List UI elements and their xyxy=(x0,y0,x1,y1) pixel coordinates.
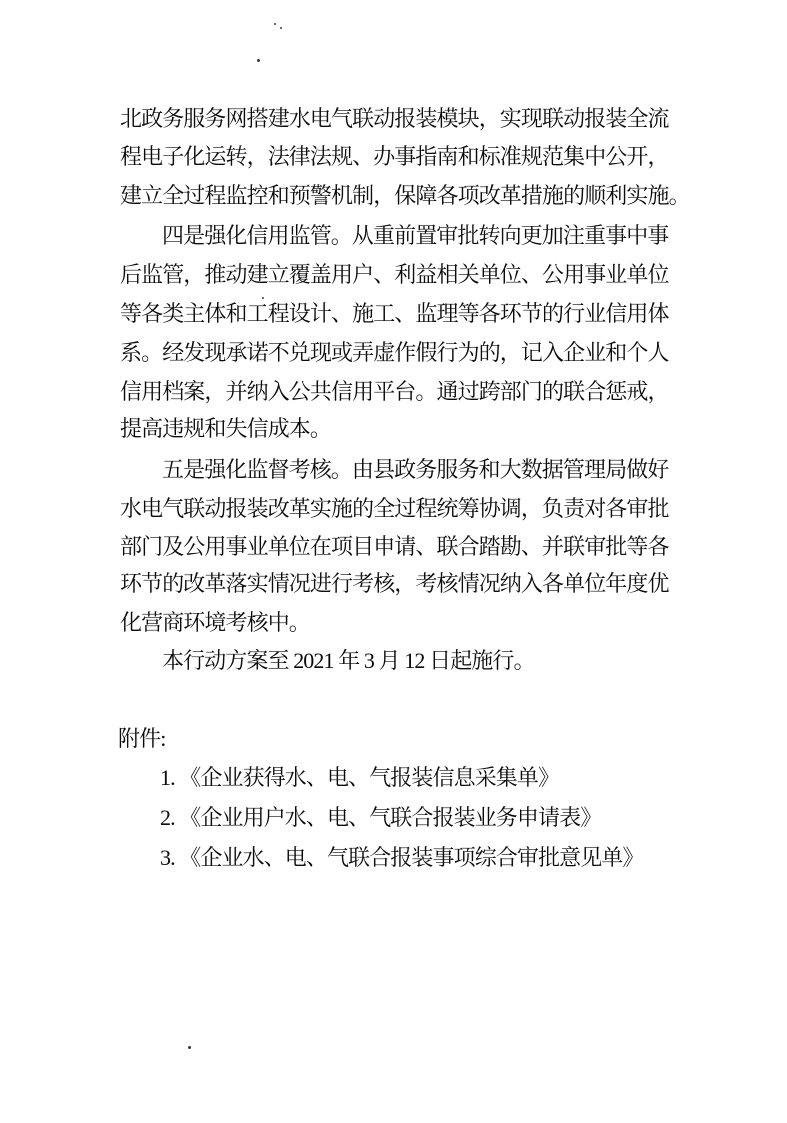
effective-date-line: 本行动方案至 2021 年 3 月 12 日起施行。 xyxy=(162,648,535,673)
body-line-4: 四是强化信用监管。从重前置审批转向更加注重事中事 xyxy=(162,223,669,248)
body-line-10: 五是强化监督考核。由县政务服务和大数据管理局做好 xyxy=(162,457,669,482)
scan-artifact-dot xyxy=(257,59,260,62)
attachment-item-2: 2. 《企业用户水、电、气联合报装业务申请表》 xyxy=(160,805,602,830)
body-line-8: 信用档案，并纳入公共信用平台。通过跨部门的联合惩戒， xyxy=(120,379,669,404)
body-line-3: 建立全过程监控和预警机制，保障各项改革措施的顺利实施。 xyxy=(120,183,690,208)
scan-artifact-dot xyxy=(274,23,276,25)
scan-artifact-dot xyxy=(188,1046,191,1049)
attachments-label: 附件: xyxy=(118,726,166,751)
body-line-14: 化营商环境考核中。 xyxy=(120,610,310,635)
attachment-item-1: 1. 《企业获得水、电、气报装信息采集单》 xyxy=(160,765,560,790)
body-line-2: 程电子化运转，法律法规、办事指南和标准规范集中公开， xyxy=(120,144,669,169)
scan-artifact-dot xyxy=(262,297,264,299)
scan-artifact-dot xyxy=(280,27,282,29)
body-line-5: 后监管，推动建立覆盖用户、利益相关单位、公用事业单位 xyxy=(120,262,669,287)
body-line-12: 部门及公用事业单位在项目申请、联合踏勘、并联审批等各 xyxy=(120,534,669,559)
body-line-1: 北政务服务网搭建水电气联动报装模块，实现联动报装全流 xyxy=(120,106,669,131)
body-line-6: 等各类主体和工程设计、施工、监理等各环节的行业信用体 xyxy=(120,301,669,326)
attachment-item-3: 3. 《企业水、电、气联合报装事项综合审批意见单》 xyxy=(160,845,644,870)
body-line-11: 水电气联动报装改革实施的全过程统筹协调，负责对各审批 xyxy=(120,496,669,521)
body-line-13: 环节的改革落实情况进行考核，考核情况纳入各单位年度优 xyxy=(120,571,669,596)
body-line-9: 提高违规和失信成本。 xyxy=(120,416,332,441)
body-line-7: 系。经发现承诺不兑现或弄虚作假行为的，记入企业和个人 xyxy=(120,340,669,365)
